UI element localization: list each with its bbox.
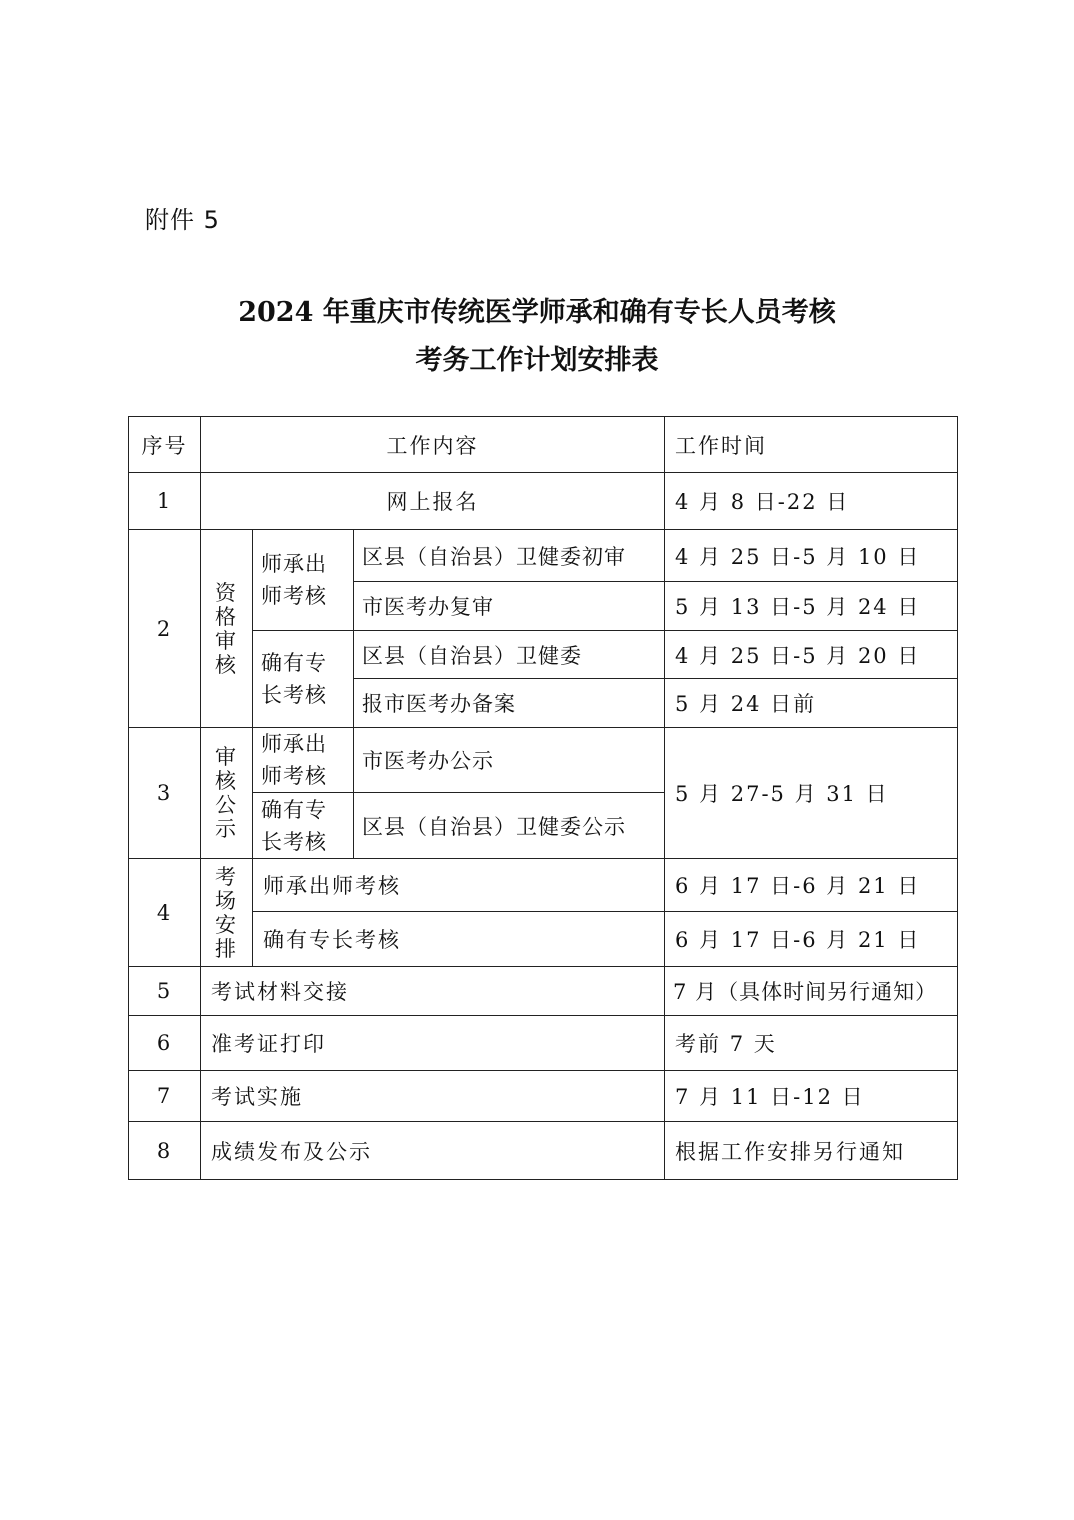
header-seq: 序号	[129, 417, 201, 473]
row8-time: 根据工作安排另行通知	[665, 1122, 958, 1180]
row3-group2-label-l1: 确有专	[261, 797, 327, 822]
row4-item1-content: 师承出师考核	[253, 859, 665, 912]
row1-content: 网上报名	[201, 473, 665, 530]
table-row	[129, 859, 958, 912]
row3-category-char: 核	[215, 769, 238, 793]
row3-category-char: 公	[215, 793, 238, 817]
row2-category-char: 审	[215, 628, 238, 653]
row2-category-char: 格	[215, 604, 238, 629]
row7-time: 7 月 11 日-12 日	[665, 1071, 958, 1122]
row4-item2-time: 6 月 17 日-6 月 21 日	[665, 912, 958, 967]
row2-item1-time: 4 月 25 日-5 月 10 日	[665, 530, 958, 582]
row2-item3-content: 区县（自治县）卫健委	[354, 631, 665, 679]
table-row	[129, 1016, 958, 1071]
row3-group1-label	[253, 728, 354, 793]
row2-item2-time: 5 月 13 日-5 月 24 日	[665, 582, 958, 631]
row2-seq: 2	[129, 530, 201, 728]
header-content: 工作内容	[201, 417, 665, 473]
row3-seq: 3	[129, 728, 201, 859]
row3-time: 5 月 27-5 月 31 日	[665, 728, 958, 859]
row8-seq: 8	[129, 1122, 201, 1180]
table-row	[129, 473, 958, 530]
row3-category	[201, 728, 253, 859]
document-title-line2: 考务工作计划安排表	[415, 345, 659, 376]
row2-group2-label	[253, 631, 354, 728]
table-row	[129, 530, 958, 582]
row2-category-char: 核	[215, 652, 238, 677]
table-header-row	[129, 417, 958, 473]
row3-category-char: 示	[215, 817, 238, 841]
table-row	[129, 1071, 958, 1122]
row3-item1-content: 市医考办公示	[354, 728, 665, 793]
row4-category-char: 排	[215, 936, 238, 961]
row4-item2-content: 确有专长考核	[253, 912, 665, 967]
row2-item2-content: 市医考办复审	[354, 582, 665, 631]
row3-group2-label	[253, 793, 354, 859]
row4-category-char: 场	[215, 888, 238, 913]
row4-item1-time: 6 月 17 日-6 月 21 日	[665, 859, 958, 912]
row3-category-char: 审	[215, 745, 238, 769]
row5-seq: 5	[129, 967, 201, 1016]
header-time: 工作时间	[665, 417, 958, 473]
row5-content: 考试材料交接	[201, 967, 665, 1016]
row8-content: 成绩发布及公示	[201, 1122, 665, 1180]
row6-seq: 6	[129, 1016, 201, 1071]
row2-item3-time: 4 月 25 日-5 月 20 日	[665, 631, 958, 679]
row4-category	[201, 859, 253, 967]
table-row	[129, 631, 958, 679]
row2-category-char: 资	[215, 580, 238, 605]
row4-category-char: 考	[215, 864, 238, 889]
row2-group2-label-l2: 长考核	[261, 683, 327, 707]
row3-group1-label-l1: 师承出	[261, 732, 327, 756]
row2-item4-time: 5 月 24 日前	[665, 679, 958, 728]
row2-item4-content: 报市医考办备案	[354, 679, 665, 728]
row2-category	[201, 530, 253, 728]
table-row	[129, 967, 958, 1016]
row4-seq: 4	[129, 859, 201, 967]
row3-group1-label-l2: 师考核	[261, 764, 327, 788]
row2-item1-content: 区县（自治县）卫健委初审	[354, 530, 665, 582]
row7-seq: 7	[129, 1071, 201, 1122]
table-row	[129, 1122, 958, 1180]
row2-group2-label-l1: 确有专	[261, 651, 327, 675]
row6-content: 准考证打印	[201, 1016, 665, 1071]
document-title-line1: 2024 年重庆市传统医学师承和确有专长人员考核	[238, 297, 836, 328]
table-row	[129, 728, 958, 793]
row1-seq: 1	[129, 473, 201, 530]
schedule-table	[128, 416, 958, 1180]
table-row	[129, 912, 958, 967]
row6-time: 考前 7 天	[665, 1016, 958, 1071]
row3-item2-content: 区县（自治县）卫健委公示	[354, 793, 665, 859]
row7-content: 考试实施	[201, 1071, 665, 1122]
attachment-label: 附件 5	[145, 206, 220, 234]
row1-time: 4 月 8 日-22 日	[665, 473, 958, 530]
row4-category-char: 安	[215, 912, 238, 937]
row2-group1-label-l1: 师承出	[261, 552, 327, 576]
row5-time: 7 月（具体时间另行通知）	[665, 967, 958, 1016]
row3-group2-label-l2: 长考核	[261, 829, 327, 854]
row2-group1-label-l2: 师考核	[261, 584, 327, 608]
row2-group1-label	[253, 530, 354, 631]
